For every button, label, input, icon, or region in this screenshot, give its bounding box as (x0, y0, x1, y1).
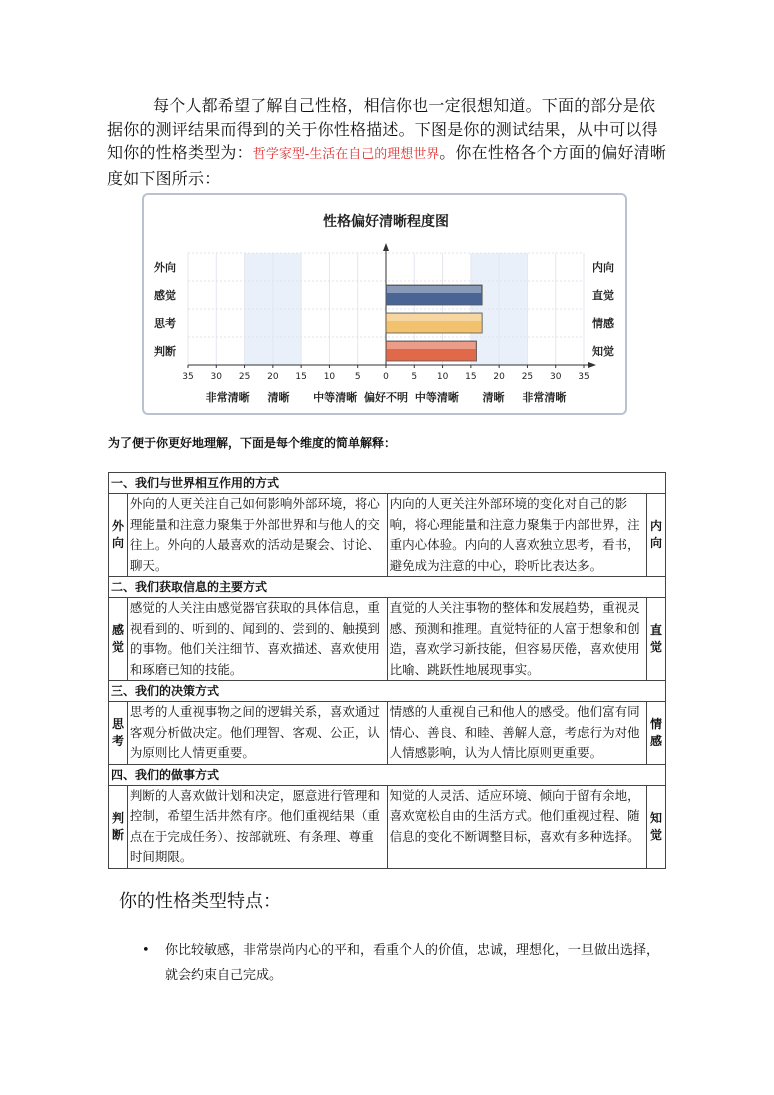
chart-canvas (144, 195, 625, 413)
traits-title: 你的性格类型特点： (119, 891, 281, 912)
dimension-right-text: 知觉的人灵活、适应环境、倾向于留有余地，喜欢宽松自由的生活方式。他们重视过程、随信息的变化不断调整目标，喜欢有多种选择。 (387, 785, 646, 868)
dimension-right-text: 直觉的人关注事物的整体和发展趋势，重视灵感、预测和推理。直觉特征的人富于想象和创造，喜欢学习新技能，但容易厌倦，喜欢使用比喻、跳跃性地展现事实。 (387, 598, 646, 681)
dimension-header: 四、我们的做事方式 (109, 764, 666, 785)
dimension-right-label: 情感 (647, 702, 666, 765)
dimension-right-text: 内向的人更关注外部环境的变化对自己的影响，将心理能量和注意力聚集于内部世界，注重内心体验。内向的人喜欢独立思考，看书，避免成为注意的中心，聆听比表达多。 (387, 494, 646, 577)
chart-left-label: 判断 (154, 345, 176, 358)
dimension-right-label: 直觉 (647, 598, 666, 681)
dimension-right-label: 知觉 (647, 785, 666, 868)
chart-clarity-label: 偏好不明 (364, 391, 408, 404)
intro-text: 每个人都希望了解自己性格，相信你也一定很想知道。下面的部分是依据你的测评结果而得到的关于你性格描述。下图是你的测试结果，从中可以得知你的性格类型为： (107, 96, 658, 162)
explain-title: 为了便于你更好地理解，下面是每个维度的简单解释： (108, 436, 397, 450)
dimension-header: 一、我们与世界相互作用的方式 (109, 473, 666, 494)
dimension-header: 三、我们的决策方式 (109, 681, 666, 702)
dimension-left-text: 感觉的人关注由感觉器官获取的具体信息，重视看到的、听到的、闻到的、尝到的、触摸到的事物。他们关注细节、喜欢描述、喜欢使用和琢磨已知的技能。 (127, 598, 387, 681)
chart-tick-label: 35 (578, 372, 590, 382)
chart-x-axis-arrow (588, 362, 596, 368)
chart-bar-highlight (387, 342, 476, 349)
dimension-row (109, 494, 666, 577)
chart-clarity-label: 非常清晰 (522, 391, 567, 404)
dimension-header: 二、我们获取信息的主要方式 (109, 577, 666, 598)
chart-clarity-label: 清晰 (482, 391, 505, 404)
dimension-left-label: 感觉 (109, 598, 128, 681)
dimension-row (109, 785, 666, 868)
intro-text-end: 。你在性格各个方面的偏好清晰度如下图所示： (107, 143, 667, 188)
chart-clarity-label: 中等清晰 (414, 391, 459, 404)
chart-right-label: 直觉 (592, 289, 614, 302)
chart-tick-label: 30 (549, 372, 562, 382)
dimension-table (108, 472, 666, 869)
chart-tick-label: 5 (411, 372, 418, 382)
chart-left-label: 外向 (154, 261, 176, 274)
chart-left-label: 感觉 (154, 289, 176, 302)
dimension-left-text: 思考的人重视事物之间的逻辑关系，喜欢通过客观分析做决定。他们理智、客观、公正，认为原则比人情更重要。 (127, 702, 387, 765)
chart-axis-arrow (383, 243, 389, 251)
chart-tick-label: 0 (383, 372, 389, 382)
chart-tick-label: 25 (521, 372, 534, 382)
chart-tick-label: 30 (210, 372, 223, 382)
chart-right-label: 内向 (592, 261, 614, 274)
dimension-row (109, 702, 666, 765)
chart-tick-label: 25 (238, 372, 251, 382)
chart-tick-label: 10 (436, 372, 449, 382)
intro-paragraph (107, 94, 667, 190)
dimension-left-label: 判断 (109, 785, 128, 868)
dimension-right-label: 内向 (647, 494, 666, 577)
dimension-header-row (109, 764, 666, 785)
chart-clarity-label: 非常清晰 (205, 391, 250, 404)
chart-tick-label: 20 (493, 372, 505, 382)
chart-tick-label: 10 (323, 372, 336, 382)
dimension-left-text: 判断的人喜欢做计划和决定，愿意进行管理和控制，希望生活井然有序。他们重视结果（重点在于完成任务）、按部就班、有条理、尊重时间期限。 (127, 785, 387, 868)
chart-bar-highlight (387, 286, 481, 293)
dimension-row (109, 598, 666, 681)
chart-left-label: 思考 (154, 317, 176, 330)
chart-right-label: 知觉 (592, 345, 614, 358)
chart-tick-label: 35 (182, 372, 194, 382)
chart-title: 性格偏好清晰程度图 (323, 214, 449, 230)
chart-right-label: 情感 (592, 317, 614, 330)
chart-tick-label: 20 (267, 372, 279, 382)
dimension-left-label: 思考 (109, 702, 128, 765)
chart-tick-label: 5 (354, 372, 361, 382)
dimension-left-text: 外向的人更关注自己如何影响外部环境，将心理能量和注意力聚集于外部世界和与他人的交往上。外向的人最喜欢的活动是聚会、讨论、聊天。 (127, 494, 387, 577)
dimension-header-row (109, 577, 666, 598)
dimension-header-row (109, 473, 666, 494)
chart-clarity-label: 中等清晰 (313, 391, 358, 404)
trait-item: 你比较敏感，非常崇尚内心的平和，看重个人的价值，忠诚，理想化，一旦做出选择，就会约束自己完成。 (165, 943, 660, 983)
bullet-dot: • (142, 943, 150, 958)
chart-bar-highlight (387, 314, 481, 321)
chart-tick-label: 15 (465, 372, 477, 382)
preference-clarity-chart (142, 193, 627, 415)
dimension-right-text: 情感的人重视自己和他人的感受。他们富有同情心、善良、和睦、善解人意，考虑行为对他人情感影响，认为人情比原则更重要。 (387, 702, 646, 765)
chart-tick-label: 15 (295, 372, 307, 382)
dimension-left-label: 外向 (109, 494, 128, 577)
dimension-header-row (109, 681, 666, 702)
chart-clarity-label: 清晰 (267, 391, 290, 404)
personality-type: 哲学家型-生活在自己的理想世界 (252, 147, 440, 162)
